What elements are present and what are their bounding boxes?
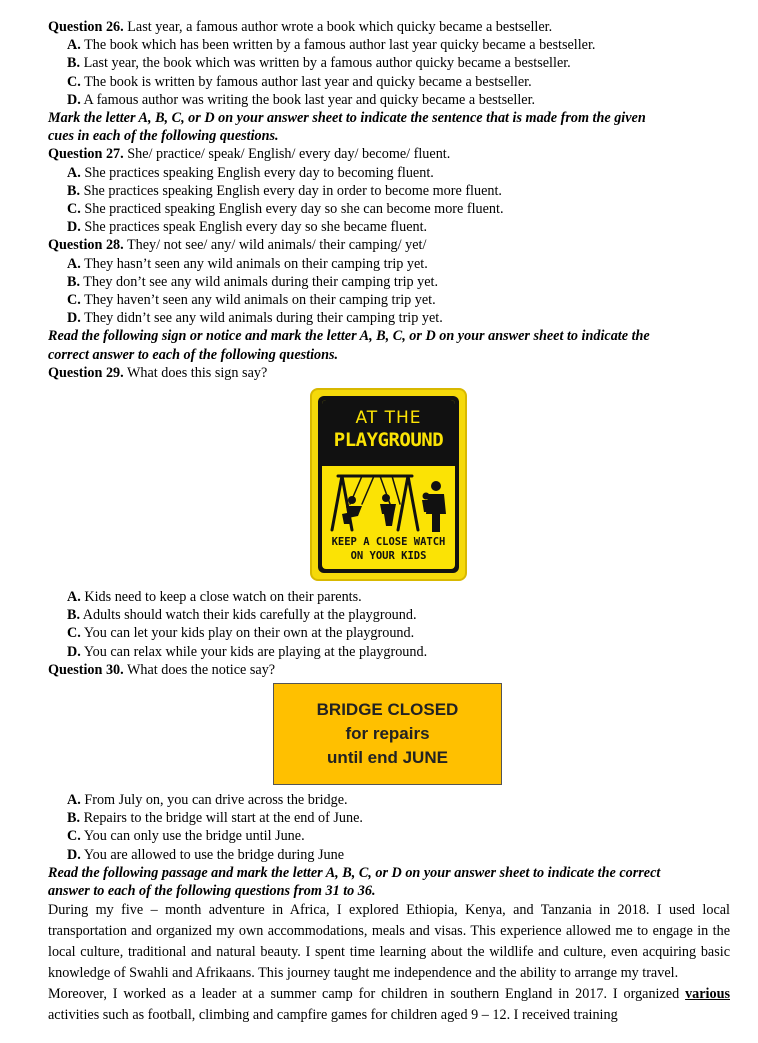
- option-a: A. She practices speaking English every day to becoming fluent.: [67, 164, 434, 181]
- option-a: A. From July on, you can drive across the bridge.: [67, 792, 348, 809]
- option-b: B. Repairs to the bridge will start at the end of June.: [67, 810, 363, 827]
- bridge-closed-notice: [273, 683, 502, 785]
- question-29: Question 29. What does this sign say?: [48, 364, 268, 381]
- passage-paragraph-2: Moreover, I worked as a leader at a summer camp for children in southern England in 2017. I organized various activities such as football, climbing and campfire games for children aged 9 – 12. I received training: [48, 986, 730, 1024]
- option-b: B. Last year, the book which was written by a famous author quicky became a bestseller.: [67, 55, 571, 72]
- option-b: B. They don’t see any wild animals during their camping trip yet.: [67, 273, 439, 290]
- option-c: C. The book is written by famous author last year and quicky became a bestseller.: [67, 73, 532, 90]
- sign-footer: [322, 535, 455, 563]
- option-d: D. You are allowed to use the bridge during June: [67, 846, 345, 863]
- option-a: A. They hasn’t seen any wild animals on their camping trip yet.: [67, 255, 428, 272]
- instruction-sentence-building: Mark the letter A, B, C, or D on your answer sheet to indicate the sentence that is made from the given cues in each of the following questions.: [48, 110, 646, 145]
- sign-text-keep-watch: KEEP A CLOSE WATCH: [331, 536, 446, 549]
- option-c: C. She practiced speaking English every day so she can become more fluent.: [67, 201, 504, 218]
- underlined-word: various: [685, 986, 730, 1003]
- sign-text-at-the: AT THE: [355, 408, 422, 429]
- option-d: D. A famous author was writing the book last year and quicky became a bestseller.: [67, 91, 536, 108]
- instruction-passage: Read the following passage and mark the letter A, B, C, or D on your answer sheet to indicate the correct answer to each of the following questions from 31 to 36.: [48, 864, 661, 900]
- sign-text-playground: PLAYGROUND: [333, 429, 444, 452]
- question-30: Question 30. What does the notice say?: [48, 661, 276, 678]
- sign-text-your-kids: ON YOUR KIDS: [350, 550, 427, 563]
- option-c: C. They haven’t seen any wild animals on their camping trip yet.: [67, 292, 436, 309]
- playground-sign-area: [48, 382, 730, 588]
- option-d: D. You can relax while your kids are playing at the playground.: [67, 643, 428, 660]
- notice-title: BRIDGE CLOSED: [316, 700, 459, 720]
- option-a: A. The book which has been written by a famous author last year quicky became a bestseller.: [67, 37, 596, 54]
- sign-header: [322, 400, 455, 466]
- playground-sign: [310, 388, 467, 581]
- bridge-notice-area: [48, 679, 730, 791]
- question-26: [48, 18, 730, 36]
- option-b: B. She practices speaking English every day in order to become more fluent.: [67, 182, 502, 199]
- notice-reason: for repairs: [345, 724, 430, 744]
- question-28: Question 28. They/ not see/ any/ wild animals/ their camping/ yet/: [48, 237, 427, 254]
- question-stem: Last year, a famous author wrote a book which quicky became a bestseller.: [123, 19, 553, 35]
- question-27: Question 27. She/ practice/ speak/ English/ every day/ become/ fluent.: [48, 146, 451, 163]
- option-c: C. You can let your kids play on their own at the playground.: [67, 625, 415, 642]
- notice-until: until end JUNE: [327, 748, 448, 768]
- exam-page: [48, 18, 730, 1026]
- question-label: Question 26.: [48, 19, 124, 35]
- option-d: D. She practices speak English every day so she became fluent.: [67, 219, 428, 236]
- swing-set-icon: [328, 470, 455, 534]
- option-d: D. They didn’t see any wild animals during their camping trip yet.: [67, 310, 443, 327]
- reading-passage: [48, 900, 730, 1026]
- option-c: C. You can only use the bridge until June.: [67, 828, 305, 845]
- passage-paragraph-1: During my five – month adventure in Africa, I explored Ethiopia, Kenya, and Tanzania in 2018. I used local transportation and organized my own accommodations, meals and visas. This experience allowed me to engage in the local culture, traditional and natural beauty. I spent time learning about the wildlife and culture, even acquiring basic knowledge of Swahli and Afrikaans. This journey taught me independence and the ability to arrange my travel.: [48, 902, 730, 982]
- option-a: A. Kids need to keep a close watch on their parents.: [67, 589, 362, 606]
- option-b: B. Adults should watch their kids carefully at the playground.: [67, 607, 417, 624]
- instruction-sign-notice: Read the following sign or notice and mark the letter A, B, C, or D on your answer sheet to indicate the correct answer to each of the following questions.: [48, 328, 650, 363]
